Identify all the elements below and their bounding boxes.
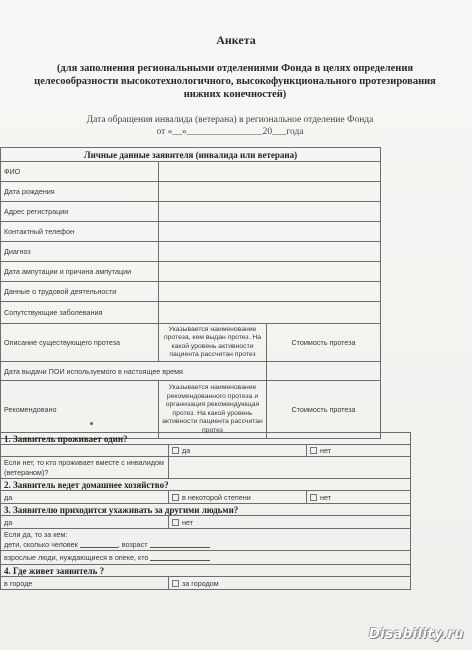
personal-data-table [0, 147, 381, 439]
q3-no-label: нет [182, 517, 194, 527]
form-subtitle: (для заполнения региональными отделениями Фонда в целях определения целесообразности высокотехнологичного, высокофункционального протезирования нижних конечностей) [34, 63, 436, 100]
current-prosthesis-cost[interactable]: Стоимость протеза [267, 324, 381, 362]
checkbox-icon[interactable] [172, 519, 179, 526]
q3-age-label: , возраст [117, 539, 148, 549]
q2-no-label: нет [320, 492, 332, 502]
issue-date-label: Дата выдачи ПОИ используемого в настоящее время [1, 362, 267, 381]
recommended-cost[interactable]: Стоимость протеза [267, 381, 381, 439]
adults-blank[interactable] [150, 560, 210, 561]
q1-followup-value[interactable] [169, 457, 411, 479]
current-prosthesis-note[interactable]: Указывается наименование протеза, кем выдан протез. На какой уровень активности пациента рассчитан протез [159, 324, 267, 362]
field-label: Адрес регистрации [1, 202, 159, 222]
field-value[interactable] [159, 302, 381, 324]
q4-option-suburb[interactable] [169, 577, 411, 590]
question-4-title: 4. Где живет заявитель ? [1, 565, 411, 577]
checkbox-icon[interactable] [310, 447, 317, 454]
q2-option-partly[interactable] [169, 491, 307, 504]
field-label: Данные о трудовой деятельности [1, 282, 159, 302]
field-value[interactable] [159, 282, 381, 302]
q4-suburb-label: за городом [182, 578, 219, 588]
q1-yes-label: да [182, 446, 191, 455]
field-label: Дата ампутации и причина ампутации [1, 262, 159, 282]
q3-option-yes[interactable] [1, 516, 169, 529]
checkbox-icon[interactable] [172, 447, 179, 454]
field-label: Контактный телефон [1, 222, 159, 242]
recommended-label [1, 381, 159, 439]
request-date-line: Дата обращения инвалида (ветерана) в региональное отделение Фонда [86, 115, 374, 125]
field-value[interactable] [159, 202, 381, 222]
question-1-title: 1. Заявитель проживает один? [1, 433, 411, 445]
recommended-note[interactable]: Указывается наименование рекомендованного протеза и организация рекомендующая протез. На какой уровень активности пациента рассчитан протез [159, 381, 267, 439]
field-value[interactable] [159, 262, 381, 282]
field-label: Дата рождения [1, 182, 159, 202]
q2-option-no[interactable] [307, 491, 411, 504]
field-label: ФИО [1, 162, 159, 182]
questionnaire-table [0, 432, 411, 590]
q1-followup-label: Если нет, то кто проживает вместе с инвалидом (ветераном)? [1, 457, 169, 479]
field-label: Сопутствующие заболевания [1, 302, 159, 324]
q3-option-no[interactable] [169, 516, 411, 529]
question-2-title: 2. Заявитель ведет домашнее хозяйство? [1, 479, 411, 491]
field-label: Диагноз [1, 242, 159, 262]
q3-children-row[interactable] [1, 529, 411, 551]
question-3-title: 3. Заявителю приходится ухаживать за другими людьми? [1, 504, 411, 516]
q3-children-line [4, 540, 407, 550]
field-value[interactable] [159, 162, 381, 182]
current-prosthesis-label: Описание существующего протеза [1, 324, 159, 362]
q3-adults-row[interactable] [1, 551, 411, 565]
issue-date-value[interactable] [267, 362, 381, 381]
request-date-blanks: от «__»________________20___года [156, 127, 304, 137]
watermark-logo: Disability.ru [368, 627, 464, 642]
children-age-blank[interactable] [150, 547, 210, 548]
field-value[interactable] [159, 182, 381, 202]
q1-empty-cell [1, 445, 169, 457]
q1-no-label: нет [320, 446, 332, 455]
q3-children-label: дети, сколько человек [4, 539, 78, 549]
field-value[interactable] [159, 222, 381, 242]
checkbox-icon[interactable] [172, 494, 179, 501]
q4-option-city[interactable] [1, 577, 169, 590]
checkbox-icon[interactable] [310, 494, 317, 501]
checkbox-icon[interactable] [172, 580, 179, 587]
field-value[interactable] [159, 242, 381, 262]
q3-followup-label: Если да, то за кем: [4, 529, 68, 539]
q1-yes-option[interactable] [169, 445, 307, 457]
q3-adults-label: взрослые люди, нуждающиеся в опеке, кто [4, 553, 149, 562]
q3-yes-label: да [4, 517, 13, 527]
q4-city-label: в городе [4, 578, 33, 588]
q1-no-option[interactable] [307, 445, 411, 457]
ink-speck [90, 422, 93, 425]
q2-yes-label: да [4, 492, 13, 502]
children-count-blank[interactable] [80, 547, 118, 548]
q2-partly-label: в некоторой степени [182, 492, 251, 502]
form-title: Анкета [216, 33, 256, 47]
recommended-label-text: Рекомендовано [4, 405, 57, 414]
personal-data-header: Личные данные заявителя (инвалида или ветерана) [1, 148, 381, 162]
q2-option-yes[interactable] [1, 491, 169, 504]
